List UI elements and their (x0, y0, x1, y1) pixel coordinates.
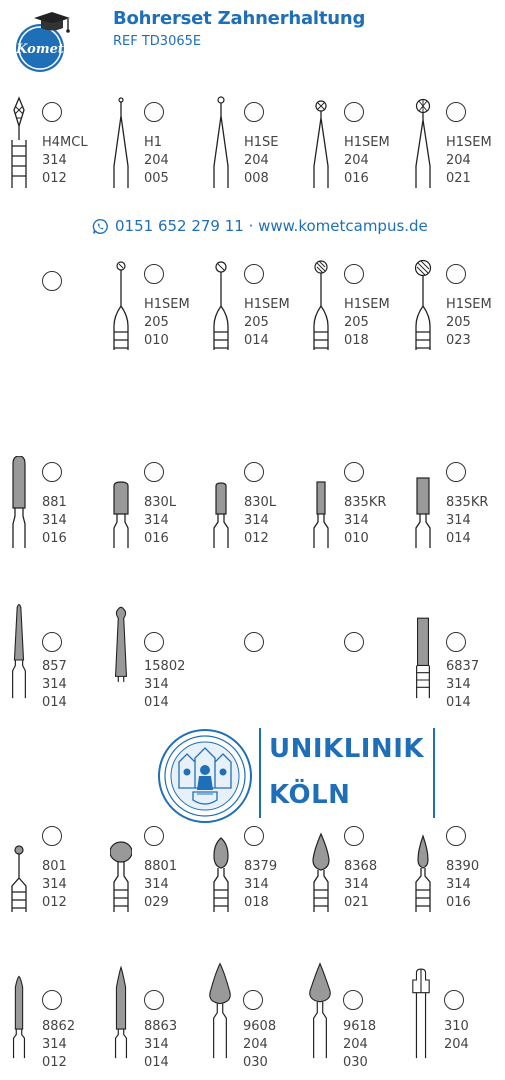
tool-item-8379 (210, 820, 310, 920)
tool-item-empty (8, 265, 108, 365)
tool-label (344, 858, 377, 912)
tool-model: 881 (42, 495, 67, 510)
contact-line (92, 217, 428, 235)
tool-label (244, 494, 276, 548)
slot-circle (144, 826, 164, 846)
slot-circle (344, 632, 364, 652)
tool-item-8862 (8, 960, 108, 1070)
cylinder-bur-icon (110, 456, 132, 556)
tool-shank: 314 (244, 877, 269, 892)
tool-label (446, 494, 488, 548)
tool-item-8863 (110, 960, 210, 1070)
tapered-bur-icon (110, 600, 132, 700)
endo-file-icon (8, 96, 30, 196)
tool-item-830l-016 (110, 456, 210, 556)
tool-item-h1sem-205-014 (210, 258, 310, 358)
tool-item-8801 (110, 820, 210, 920)
cylinder-bur-icon (8, 456, 30, 556)
tool-shank: 314 (344, 877, 369, 892)
tool-model: 8368 (344, 859, 378, 874)
tool-shank: 204 (243, 1037, 268, 1052)
tool-model: H1SEM (344, 297, 390, 312)
tool-size: 016 (144, 531, 169, 546)
tool-label (444, 1018, 469, 1054)
tool-item-h1se-008 (210, 96, 310, 196)
tool-shank: 205 (344, 315, 369, 330)
tool-item-h1sem-021 (412, 96, 505, 196)
tool-size: 012 (42, 895, 67, 910)
koeln-text: KÖLN (269, 780, 351, 810)
tool-label (446, 858, 479, 912)
tool-size: 005 (144, 171, 169, 186)
tool-shank: 314 (42, 877, 67, 892)
tool-shank: 314 (446, 877, 471, 892)
tool-size: 010 (344, 531, 369, 546)
tool-shank: 314 (244, 513, 269, 528)
tool-item-9608 (205, 960, 305, 1070)
contact-text: 0151 652 279 11 · www.kometcampus.de (115, 217, 428, 235)
slot-circle (42, 990, 62, 1010)
tool-item-15802 (110, 600, 210, 710)
tool-item-9618 (305, 960, 405, 1070)
tool-shank: 205 (244, 315, 269, 330)
round-bur-icon (412, 96, 434, 196)
tool-model: 830L (244, 495, 277, 510)
tool-shank: 314 (144, 513, 169, 528)
tool-model: H1SE (244, 135, 279, 150)
needle-bur-icon (110, 960, 132, 1060)
slot-circle (144, 462, 164, 482)
slot-circle (444, 990, 464, 1010)
slot-circle (244, 826, 264, 846)
tool-size: 014 (244, 333, 269, 348)
tool-model: 801 (42, 859, 67, 874)
slot-circle (42, 632, 62, 652)
tool-model: H1 (144, 135, 163, 150)
round-bur-icon (412, 258, 434, 358)
tool-item-8390 (412, 820, 505, 920)
tool-model: 310 (444, 1019, 469, 1034)
tool-shank: 314 (144, 1037, 169, 1052)
tool-size: 012 (42, 1055, 67, 1070)
tool-model: H1SEM (446, 297, 492, 312)
tool-model: 8801 (144, 859, 178, 874)
tool-size: 016 (42, 531, 67, 546)
tool-item-6837 (412, 600, 505, 710)
tool-label (144, 296, 190, 350)
tool-size: 016 (446, 895, 471, 910)
tool-model: 835KR (344, 495, 387, 510)
tool-model: 8379 (244, 859, 278, 874)
tool-shank: 314 (42, 153, 67, 168)
tool-label (144, 858, 177, 912)
slot-circle (42, 102, 62, 122)
tool-shank: 205 (446, 315, 471, 330)
tool-label (144, 1018, 177, 1072)
tool-label (244, 858, 277, 912)
tool-label (42, 858, 67, 912)
slot-circle (244, 462, 264, 482)
slot-circle (446, 462, 466, 482)
slot-circle (344, 102, 364, 122)
tool-item-h1sem-205-018 (310, 258, 410, 358)
mandrel-icon (410, 960, 432, 1060)
tapered-bur-icon (8, 600, 30, 700)
slot-circle (243, 990, 263, 1010)
round-bur-icon (210, 96, 232, 196)
tool-shank: 314 (42, 513, 67, 528)
university-seal (157, 728, 253, 824)
tool-shank: 204 (144, 153, 169, 168)
tool-item-835kr-010 (310, 456, 410, 556)
ball-bur-icon (110, 820, 132, 920)
ball-bur-icon (8, 820, 30, 920)
whatsapp-icon (92, 218, 109, 235)
tool-model: H1SEM (344, 135, 390, 150)
tool-item-830l-012 (210, 456, 310, 556)
tool-label (144, 494, 176, 548)
cylinder-bur-icon (412, 600, 434, 700)
tool-item-h4mcl (8, 96, 108, 196)
slot-circle (344, 826, 364, 846)
tool-size: 021 (446, 171, 471, 186)
tool-shank: 314 (42, 677, 67, 692)
tool-shank: 314 (144, 677, 169, 692)
tool-model: 8862 (42, 1019, 76, 1034)
tool-label (144, 658, 185, 712)
round-bur-icon (110, 96, 132, 196)
tool-label (343, 1018, 376, 1072)
tool-shank: 204 (444, 1037, 469, 1052)
tool-shank: 314 (42, 1037, 67, 1052)
slot-circle (144, 102, 164, 122)
tool-size: 023 (446, 333, 471, 348)
flame-bur-icon (310, 820, 332, 920)
slot-circle (446, 826, 466, 846)
tool-label (244, 134, 279, 188)
slot-circle (343, 990, 363, 1010)
tool-size: 014 (42, 695, 67, 710)
tool-model: 9608 (243, 1019, 277, 1034)
tool-shank: 204 (344, 153, 369, 168)
tool-item-857 (8, 600, 108, 710)
round-bur-icon (310, 258, 332, 358)
slot-circle (144, 264, 164, 284)
tool-label (42, 658, 67, 712)
komet-logo (10, 8, 74, 74)
tool-size: 030 (243, 1055, 268, 1070)
svg-text:Komet: Komet (16, 42, 64, 57)
tool-item-empty (210, 600, 310, 700)
tool-model: H4MCL (42, 135, 88, 150)
tool-item-881 (8, 456, 108, 556)
tool-size: 014 (446, 531, 471, 546)
tool-label (344, 134, 390, 188)
tool-label (42, 1018, 75, 1072)
tool-model: 8390 (446, 859, 480, 874)
ref-number: REF TD3065E (113, 34, 202, 49)
tool-shank: 204 (244, 153, 269, 168)
flame-bur-icon (205, 960, 235, 1060)
tool-model: H1SEM (144, 297, 190, 312)
tool-label (244, 296, 290, 350)
tool-size: 014 (144, 1055, 169, 1070)
tool-shank: 314 (144, 877, 169, 892)
tool-size: 021 (344, 895, 369, 910)
tool-item-8368 (310, 820, 410, 920)
slot-circle (42, 462, 62, 482)
tool-item-801 (8, 820, 108, 920)
tool-shank: 314 (344, 513, 369, 528)
tool-model: 9618 (343, 1019, 377, 1034)
cylinder-bur-icon (310, 456, 332, 556)
slot-circle (446, 264, 466, 284)
divider-line (433, 728, 435, 818)
tool-size: 008 (244, 171, 269, 186)
slot-circle (446, 632, 466, 652)
slot-circle (244, 102, 264, 122)
tool-label (344, 494, 386, 548)
cylinder-bur-icon (210, 456, 232, 556)
tool-size: 014 (144, 695, 169, 710)
tool-model: 830L (144, 495, 177, 510)
slot-circle (344, 462, 364, 482)
tool-model: H1SEM (244, 297, 290, 312)
tool-item-empty (310, 600, 410, 700)
tool-model: 15802 (144, 659, 186, 674)
uniklinik-text: UNIKLINIK (269, 734, 425, 764)
tool-label (42, 494, 67, 548)
cylinder-bur-icon (412, 456, 434, 556)
tool-size: 018 (344, 333, 369, 348)
tool-label (446, 134, 492, 188)
divider-line (259, 728, 261, 818)
tool-size: 014 (446, 695, 471, 710)
tool-item-h1sem-205-010 (110, 258, 210, 358)
tool-model: 835KR (446, 495, 489, 510)
tool-shank: 204 (446, 153, 471, 168)
round-bur-icon (310, 96, 332, 196)
set-title: Bohrerset Zahnerhaltung (113, 8, 366, 29)
slot-circle (144, 632, 164, 652)
tool-label (344, 296, 390, 350)
tool-item-h1-005 (110, 96, 210, 196)
tool-size: 012 (42, 171, 67, 186)
tool-size: 018 (244, 895, 269, 910)
tool-size: 016 (344, 171, 369, 186)
round-bur-icon (210, 258, 232, 358)
tool-shank: 314 (446, 677, 471, 692)
round-bur-icon (110, 258, 132, 358)
tool-item-h1sem-205-023 (412, 258, 505, 358)
slot-circle (144, 990, 164, 1010)
tool-size: 029 (144, 895, 169, 910)
slot-circle (42, 826, 62, 846)
tool-label (243, 1018, 276, 1072)
tool-item-h1sem-016 (310, 96, 410, 196)
tool-model: H1SEM (446, 135, 492, 150)
tool-size: 012 (244, 531, 269, 546)
tool-model: 857 (42, 659, 67, 674)
tool-shank: 314 (446, 513, 471, 528)
flame-bur-icon (305, 960, 335, 1060)
tool-shank: 204 (343, 1037, 368, 1052)
needle-bur-icon (8, 960, 30, 1060)
slot-circle (244, 632, 264, 652)
flame-bur-icon (412, 820, 434, 920)
slot-circle (42, 271, 62, 291)
tool-model: 6837 (446, 659, 480, 674)
tool-label (446, 296, 492, 350)
tool-item-835kr-014 (412, 456, 505, 556)
tool-item-310 (410, 960, 505, 1060)
tool-size: 030 (343, 1055, 368, 1070)
tool-label (42, 134, 88, 188)
slot-circle (446, 102, 466, 122)
tool-label (446, 658, 479, 712)
tool-size: 010 (144, 333, 169, 348)
tool-model: 8863 (144, 1019, 178, 1034)
slot-circle (344, 264, 364, 284)
egg-bur-icon (210, 820, 232, 920)
tool-shank: 205 (144, 315, 169, 330)
slot-circle (244, 264, 264, 284)
tool-label (144, 134, 169, 188)
